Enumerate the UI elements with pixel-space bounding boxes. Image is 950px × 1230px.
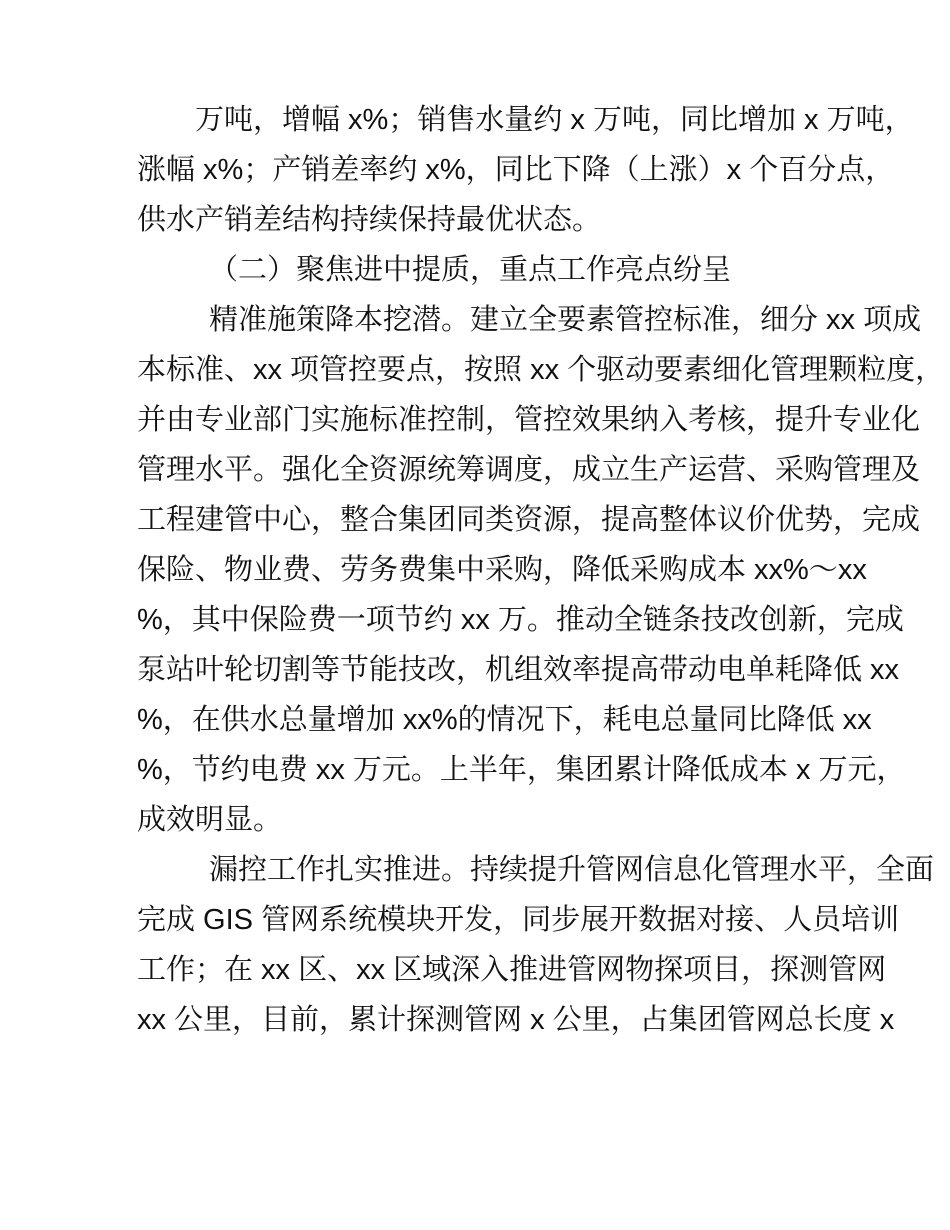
text-line: 成效明显。 — [137, 804, 283, 836]
text-line: 漏控工作扎实推进。持续提升管网信息化管理水平，全面 — [209, 854, 935, 886]
text-line: 供水产销差结构持续保持最优状态。 — [137, 204, 602, 236]
text-line: %，在供水总量增加 xx%的情况下，耗电总量同比降低 xx — [137, 704, 872, 736]
text-line: 涨幅 x%；产销差率约 x%，同比下降（上涨）x 个百分点， — [137, 154, 895, 186]
text-line: 本标准、xx 项管控要点，按照 xx 个驱动要素细化管理颗粒度， — [137, 354, 945, 386]
paragraph-continuation-water-volume — [137, 95, 914, 245]
text-line: 管理水平。强化全资源统筹调度，成立生产运营、采购管理及 — [137, 454, 921, 486]
text-line: 万吨，增幅 x%；销售水量约 x 万吨，同比增加 x 万吨， — [137, 104, 914, 136]
text-line: 泵站叶轮切割等节能技改，机组效率提高带动电单耗降低 xx — [137, 654, 900, 686]
section-heading-two — [137, 245, 805, 295]
text-line: 保险、物业费、劳务费集中采购，降低采购成本 xx%～xx — [137, 554, 867, 586]
text-line: %，节约电费 xx 万元。上半年，集团累计降低成本 x 万元， — [137, 754, 906, 786]
paragraph-leak-control — [137, 845, 935, 1045]
text-line: 精准施策降本挖潜。建立全要素管控标准，细分 xx 项成 — [209, 304, 922, 336]
text-line: xx 公里，目前，累计探测管网 x 公里，占集团管网总长度 x — [137, 1004, 895, 1036]
text-line: %，其中保险费一项节约 xx 万。推动全链条技改创新，完成 — [137, 604, 904, 636]
document-body — [137, 95, 945, 1045]
section-heading-line: （二）聚焦进中提质，重点工作亮点纷呈 — [209, 254, 732, 286]
paragraph-cost-reduction — [137, 295, 945, 845]
text-line: 并由专业部门实施标准控制，管控效果纳入考核，提升专业化 — [137, 404, 921, 436]
text-line: 工程建管中心，整合集团同类资源，提高整体议价优势，完成 — [137, 504, 921, 536]
text-line: 完成 GIS 管网系统模块开发，同步展开数据对接、人员培训 — [137, 904, 900, 936]
text-line: 工作；在 xx 区、xx 区域深入推进管网物探项目，探测管网 — [137, 954, 887, 986]
